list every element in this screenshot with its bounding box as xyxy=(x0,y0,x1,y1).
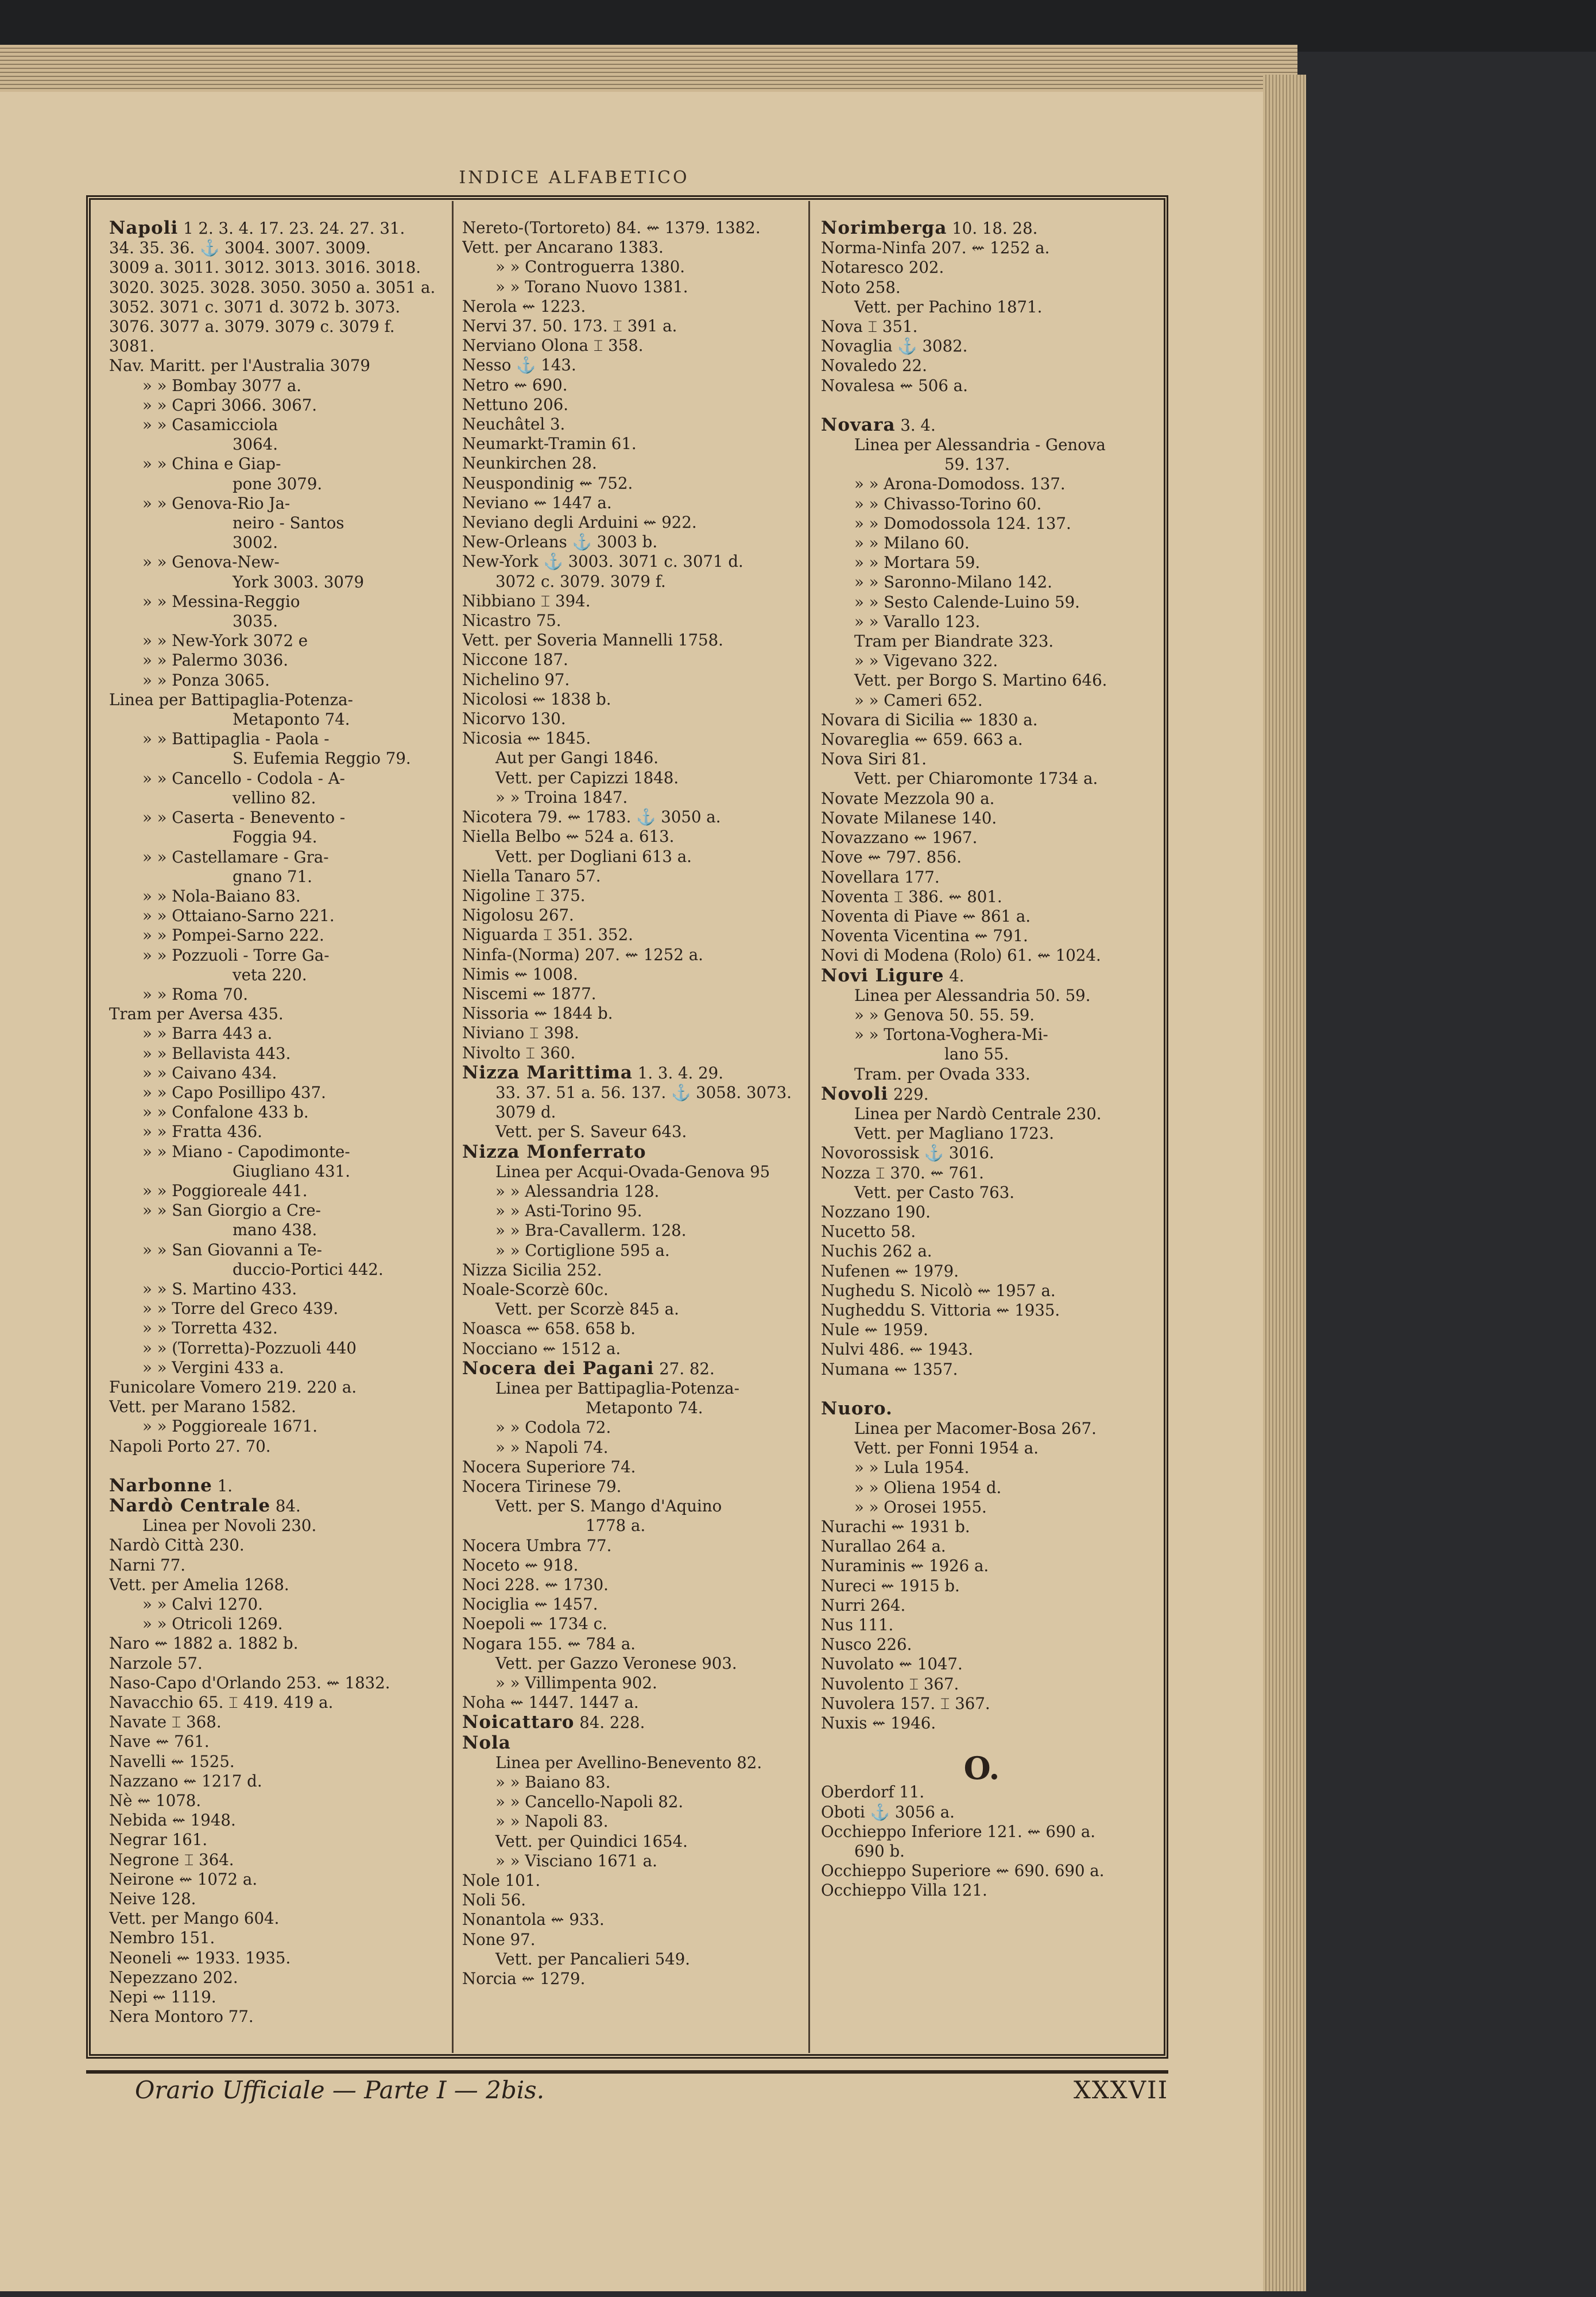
index-entry: Vett. per Pancalieri 549. xyxy=(495,1949,691,1969)
index-entry: Neuspondinig ⇜ 752. xyxy=(462,473,633,493)
index-entry: Neuchâtel 3. xyxy=(462,415,565,434)
index-entry: Naso-Capo d'Orlando 253. ⇜ 1832. xyxy=(109,1673,390,1692)
index-entry: Nulvi 486. ⇜ 1943. xyxy=(821,1340,974,1359)
entry-heading: Noicattaro xyxy=(462,1712,575,1733)
index-entry: Vett. per S. Saveur 643. xyxy=(495,1122,687,1142)
index-heading-entry xyxy=(821,218,1165,238)
section-letter: O. xyxy=(963,1750,1000,1787)
entry-heading: Novoli xyxy=(821,1083,889,1104)
index-entry: Niviano ⌶ 398. xyxy=(462,1023,579,1043)
entry-heading: Novara xyxy=(821,414,896,435)
index-entry: » » Ottaiano-Sarno 221. xyxy=(142,906,335,926)
index-heading-entry xyxy=(109,1496,454,1516)
index-entry: Neviano degli Arduini ⇜ 922. xyxy=(462,513,697,532)
entry-refs: 27. 82. xyxy=(659,1359,715,1378)
index-entry: Nardò Città 230. xyxy=(109,1536,245,1555)
index-heading-entry xyxy=(462,1063,807,1083)
index-entry: » » Poggioreale 441. xyxy=(142,1181,308,1200)
index-entry: Nicorvo 130. xyxy=(462,709,566,729)
index-entry: Niella Tanaro 57. xyxy=(462,866,601,885)
index-entry: Vett. per Gazzo Veronese 903. xyxy=(495,1653,737,1673)
index-entry: Novorossisk ⚓ 3016. xyxy=(821,1143,994,1163)
entry-heading: Nola xyxy=(462,1732,511,1753)
index-entry: Noli 56. xyxy=(462,1890,526,1910)
index-entry: Nule ⇜ 1959. xyxy=(821,1320,928,1340)
index-entry: Funicolare Vomero 219. 220 a. xyxy=(109,1377,357,1397)
page-right-edge xyxy=(1263,75,1306,2291)
index-entry: None 97. xyxy=(462,1929,536,1949)
index-entry: Vett. per Magliano 1723. xyxy=(854,1124,1055,1143)
index-entry: Nozzano 190. xyxy=(821,1202,931,1221)
index-entry: Narni 77. xyxy=(109,1555,186,1575)
index-entry: Navacchio 65. ⌶ 419. 419 a. xyxy=(109,1693,334,1712)
index-entry: Nicastro 75. xyxy=(462,611,561,631)
index-entry: » » S. Martino 433. xyxy=(142,1279,297,1298)
entry-refs: 229. xyxy=(893,1084,929,1104)
spacer xyxy=(109,1456,454,1476)
index-entry: Vett. per Fonni 1954 a. xyxy=(854,1438,1039,1458)
index-entry: Niscemi ⇜ 1877. xyxy=(462,984,596,1003)
index-heading-entry xyxy=(821,1084,1165,1104)
entry-heading: Nizza Monferrato xyxy=(462,1141,646,1162)
index-entry: » » Sesto Calende-Luino 59. xyxy=(854,592,1080,612)
index-heading-entry xyxy=(109,1476,454,1496)
index-entry: » » Otricoli 1269. xyxy=(142,1614,283,1634)
index-entry: Nuvolera 157. ⌶ 367. xyxy=(821,1693,990,1713)
index-heading-entry xyxy=(821,415,1165,435)
index-entry: » » Troina 1847. xyxy=(495,787,628,807)
index-entry: Vett. per Scorzè 845 a. xyxy=(495,1300,679,1319)
index-entry: 3072 c. 3079. 3079 f. xyxy=(495,571,666,591)
index-entry: Nurachi ⇜ 1931 b. xyxy=(821,1517,970,1536)
index-entry: veta 220. xyxy=(233,965,307,984)
index-entry: Foggia 94. xyxy=(233,827,317,847)
index-entry: » » Orosei 1955. xyxy=(854,1497,987,1517)
index-entry: » » Arona-Domodoss. 137. xyxy=(854,474,1066,494)
index-entry: Tram per Aversa 435. xyxy=(109,1004,284,1024)
index-entry: Nervi 37. 50. 173. ⌶ 391 a. xyxy=(462,316,677,336)
index-entry: Nizza Sicilia 252. xyxy=(462,1260,602,1279)
index-entry: Nughedu S. Nicolò ⇜ 1957 a. xyxy=(821,1281,1056,1300)
index-entry: Novate Milanese 140. xyxy=(821,808,997,827)
index-entry: » » Tortona-Voghera-Mi- xyxy=(854,1025,1048,1045)
index-entry: Nebida ⇜ 1948. xyxy=(109,1811,236,1830)
index-entry: Nigolosu 267. xyxy=(462,906,574,925)
index-entry: Nucetto 58. xyxy=(821,1222,916,1242)
index-entry: » » Cameri 652. xyxy=(854,690,983,710)
entry-heading: Nuoro. xyxy=(821,1398,893,1419)
index-entry: Linea per Battipaglia-Potenza- xyxy=(495,1378,739,1398)
entry-heading: Narbonne xyxy=(109,1475,212,1496)
index-entry: » » Bra-Cavallerm. 128. xyxy=(495,1221,687,1240)
index-entry: Nonantola ⇜ 933. xyxy=(462,1910,605,1929)
index-entry: Noasca ⇜ 658. 658 b. xyxy=(462,1319,636,1339)
index-entry: Vett. per Borgo S. Martino 646. xyxy=(854,671,1107,690)
index-entry: lano 55. xyxy=(944,1045,1009,1064)
index-entry: Numana ⇜ 1357. xyxy=(821,1359,958,1379)
index-entry: Vett. per Ancarano 1383. xyxy=(462,238,664,257)
index-entry: Nera Montoro 77. xyxy=(109,2007,254,2027)
index-entry: Noci 228. ⇜ 1730. xyxy=(462,1575,609,1595)
index-entry: » » Asti-Torino 95. xyxy=(495,1201,642,1221)
index-entry: Nigoline ⌶ 375. xyxy=(462,885,586,905)
index-entry: Neumarkt-Tramin 61. xyxy=(462,434,637,454)
index-entry: » » Saronno-Milano 142. xyxy=(854,573,1052,592)
index-entry: Nuxis ⇜ 1946. xyxy=(821,1714,936,1733)
index-entry: Metaponto 74. xyxy=(233,710,350,729)
index-entry: » » Caserta - Benevento - xyxy=(142,808,346,827)
index-entry: Navate ⌶ 368. xyxy=(109,1712,222,1732)
index-entry: Noto 258. xyxy=(821,277,901,297)
index-entry: » » Domodossola 124. 137. xyxy=(854,513,1071,533)
index-entry: Nocera Tirinese 79. xyxy=(462,1477,622,1496)
index-entry: Metaponto 74. xyxy=(586,1398,703,1418)
index-heading-entry xyxy=(821,966,1165,986)
index-entry: Noventa di Piave ⇜ 861 a. xyxy=(821,906,1031,926)
index-heading-entry xyxy=(462,1359,807,1379)
index-entry: Tram per Biandrate 323. xyxy=(854,632,1054,651)
index-entry: Novi di Modena (Rolo) 61. ⇜ 1024. xyxy=(821,946,1101,965)
index-entry: Nusco 226. xyxy=(821,1635,912,1654)
index-entry: Oberdorf 11. xyxy=(821,1782,925,1802)
index-entry: vellino 82. xyxy=(233,788,316,807)
index-entry: » » Palermo 3036. xyxy=(142,651,288,670)
index-entry: Nole 101. xyxy=(462,1871,541,1890)
index-entry: Nogara 155. ⇜ 784 a. xyxy=(462,1634,636,1653)
index-heading-entry xyxy=(462,1142,807,1162)
index-entry: Norcia ⇜ 1279. xyxy=(462,1969,586,1989)
index-entry: » » Controguerra 1380. xyxy=(495,257,685,277)
index-entry: » » Bellavista 443. xyxy=(142,1043,291,1063)
index-entry: » » Codola 72. xyxy=(495,1418,611,1437)
index-entry: » » Barra 443 a. xyxy=(142,1024,273,1043)
index-entry: » » Ponza 3065. xyxy=(142,670,270,690)
entry-heading: Nizza Marittima xyxy=(462,1062,633,1083)
index-entry: 3052. 3071 c. 3071 d. 3072 b. 3073. xyxy=(109,297,401,316)
index-entry: pone 3079. xyxy=(233,474,323,493)
index-entry: Nivolto ⌶ 360. xyxy=(462,1043,576,1062)
index-entry: Nè ⇜ 1078. xyxy=(109,1791,202,1811)
index-entry: » » Bombay 3077 a. xyxy=(142,376,302,395)
index-entry: » » Roma 70. xyxy=(142,984,248,1004)
index-entry: Vett. per Soveria Mannelli 1758. xyxy=(462,631,723,650)
index-entry: » » Vergini 433 a. xyxy=(142,1358,284,1377)
index-entry: Negrar 161. xyxy=(109,1830,208,1850)
index-entry: Nocera Umbra 77. xyxy=(462,1536,612,1555)
index-entry: » » Cancello-Napoli 82. xyxy=(495,1792,684,1812)
index-entry: Nuvolato ⇜ 1047. xyxy=(821,1654,963,1674)
index-entry: Noventa ⌶ 386. ⇜ 801. xyxy=(821,887,1002,906)
index-entry: Negrone ⌶ 364. xyxy=(109,1850,234,1869)
index-entry: Linea per Avellino-Benevento 82. xyxy=(495,1753,762,1772)
index-entry: Linea per Alessandria 50. 59. xyxy=(854,985,1091,1005)
index-entry: 3002. xyxy=(233,533,278,552)
index-entry: Nus 111. xyxy=(821,1615,894,1635)
index-entry: Nibbiano ⌶ 394. xyxy=(462,591,591,610)
index-entry: Nurri 264. xyxy=(821,1595,906,1615)
index-entry: » » Lula 1954. xyxy=(854,1458,970,1478)
spacer xyxy=(821,396,1165,415)
index-entry: 3079 d. xyxy=(495,1103,556,1122)
index-entry: Novara di Sicilia ⇜ 1830 a. xyxy=(821,710,1038,729)
index-entry: Nociglia ⇜ 1457. xyxy=(462,1595,598,1614)
index-entry: Nimis ⇜ 1008. xyxy=(462,964,578,984)
index-entry: Vett. per Casto 763. xyxy=(854,1182,1015,1202)
index-entry: mano 438. xyxy=(233,1220,317,1240)
index-entry: Neviano ⇜ 1447 a. xyxy=(462,493,612,512)
index-entry: Vett. per S. Mango d'Aquino xyxy=(495,1496,722,1516)
index-entry: Linea per Macomer-Bosa 267. xyxy=(854,1418,1097,1438)
index-entry: Nozza ⌶ 370. ⇜ 761. xyxy=(821,1163,984,1182)
index-entry: Occhieppo Superiore ⇜ 690. 690 a. xyxy=(821,1861,1105,1881)
index-entry: Nepi ⇜ 1119. xyxy=(109,1987,216,2007)
index-entry: Nocciano ⇜ 1512 a. xyxy=(462,1339,621,1358)
index-entry: » » Torano Nuovo 1381. xyxy=(495,277,688,296)
index-entry: Tram. per Ovada 333. xyxy=(854,1064,1031,1084)
index-entry: Navelli ⇜ 1525. xyxy=(109,1751,235,1771)
index-entry: Nembro 151. xyxy=(109,1928,215,1948)
index-entry: Novaledo 22. xyxy=(821,356,927,376)
index-entry: Linea per Nardò Centrale 230. xyxy=(854,1104,1102,1123)
index-entry: 59. 137. xyxy=(944,455,1010,474)
index-entry: Novazzano ⇜ 1967. xyxy=(821,828,978,848)
index-entry: Ninfa-(Norma) 207. ⇜ 1252 a. xyxy=(462,945,703,964)
entry-heading: Nardò Centrale xyxy=(109,1495,271,1516)
entry-refs: 1 2. 3. 4. 17. 23. 24. 27. 31. xyxy=(183,219,405,238)
index-entry: » » Oliena 1954 d. xyxy=(854,1478,1002,1497)
index-entry: Nova Siri 81. xyxy=(821,749,927,769)
index-entry: duccio-Portici 442. xyxy=(233,1259,383,1279)
index-entry: Occhieppo Inferiore 121. ⇜ 690 a. xyxy=(821,1822,1096,1841)
index-entry: New-Orleans ⚓ 3003 b. xyxy=(462,532,658,552)
index-entry: » » Castellamare - Gra- xyxy=(142,847,329,867)
index-entry: Nerola ⇜ 1223. xyxy=(462,296,586,316)
footer-rule xyxy=(86,2070,1168,2074)
index-entry: » » Nola-Baiano 83. xyxy=(142,886,301,906)
index-entry: Nepezzano 202. xyxy=(109,1967,238,1987)
index-entry: 3064. xyxy=(233,435,278,454)
index-entry: Nissoria ⇜ 1844 b. xyxy=(462,1004,613,1023)
index-entry: 1778 a. xyxy=(586,1516,646,1536)
index-entry: Nurallao 264 a. xyxy=(821,1537,946,1556)
footer-publication: Orario Ufficiale — Parte I — 2bis. xyxy=(135,2076,545,2104)
index-entry: Narzole 57. xyxy=(109,1653,203,1673)
index-entry: » » Genova 50. 55. 59. xyxy=(854,1005,1035,1024)
index-entry: 3009 a. 3011. 3012. 3013. 3016. 3018. xyxy=(109,258,421,277)
index-entry: » » Baiano 83. xyxy=(495,1773,611,1792)
index-entry: Neirone ⇜ 1072 a. xyxy=(109,1869,258,1889)
index-entry: Oboti ⚓ 3056 a. xyxy=(821,1802,955,1822)
index-entry: Linea per Acqui-Ovada-Genova 95 xyxy=(495,1162,770,1181)
index-heading-entry xyxy=(109,218,454,238)
index-entry: » » Mortara 59. xyxy=(854,553,981,573)
index-entry: Nuraminis ⇜ 1926 a. xyxy=(821,1556,989,1576)
index-entry: Vett. per Marano 1582. xyxy=(109,1397,296,1417)
index-entry: 3020. 3025. 3028. 3050. 3050 a. 3051 a. xyxy=(109,277,436,297)
index-entry: Nuvolento ⌶ 367. xyxy=(821,1674,959,1693)
index-entry: Vett. per Mango 604. xyxy=(109,1909,280,1928)
index-entry: Niguarda ⌶ 351. 352. xyxy=(462,925,633,945)
index-entry: » » Casamicciola xyxy=(142,415,278,435)
index-entry: Noepoli ⇜ 1734 c. xyxy=(462,1614,607,1634)
index-entry: New-York ⚓ 3003. 3071 c. 3071 d. xyxy=(462,552,743,571)
index-entry: neiro - Santos xyxy=(233,513,344,533)
index-entry: Linea per Battipaglia-Potenza- xyxy=(109,690,353,709)
index-entry: » » (Torretta)-Pozzuoli 440 xyxy=(142,1338,357,1358)
index-entry: Novellara 177. xyxy=(821,867,940,887)
entry-refs: 1. xyxy=(217,1476,233,1495)
index-entry: Nettuno 206. xyxy=(462,395,569,414)
index-entry: Nufenen ⇜ 1979. xyxy=(821,1261,959,1281)
index-entry: 3076. 3077 a. 3079. 3079 c. 3079 f. xyxy=(109,317,395,337)
index-entry: » » Poggioreale 1671. xyxy=(142,1417,318,1436)
index-entry: » » Calvi 1270. xyxy=(142,1595,263,1614)
entry-refs: 4. xyxy=(949,966,964,985)
index-entry: Nocera Superiore 74. xyxy=(462,1457,636,1476)
index-entry: Nove ⇜ 797. 856. xyxy=(821,848,962,867)
index-entry: » » Genova-New- xyxy=(142,552,280,572)
index-heading-entry xyxy=(821,1399,1165,1419)
index-entry: Linea per Alessandria - Genova xyxy=(854,435,1106,455)
background xyxy=(0,0,1596,52)
index-entry: Vett. per Dogliani 613 a. xyxy=(495,846,692,866)
index-entry: » » Pozzuoli - Torre Ga- xyxy=(142,945,330,965)
index-entry: 34. 35. 36. ⚓ 3004. 3007. 3009. xyxy=(109,238,371,258)
index-entry: » » Torretta 432. xyxy=(142,1318,278,1338)
index-entry: Vett. per Pachino 1871. xyxy=(854,297,1043,316)
index-column-1 xyxy=(109,218,454,2047)
index-entry: » » Cortiglione 595 a. xyxy=(495,1240,670,1260)
index-entry: Nichelino 97. xyxy=(462,670,570,689)
index-entry: » » Napoli 74. xyxy=(495,1437,609,1457)
index-entry: Aut per Gangi 1846. xyxy=(495,748,659,768)
index-entry: » » Caivano 434. xyxy=(142,1063,277,1082)
index-entry: Nazzano ⇜ 1217 d. xyxy=(109,1771,262,1791)
index-entry: Vett. per Capizzi 1848. xyxy=(495,768,679,787)
index-entry: Linea per Novoli 230. xyxy=(142,1516,317,1536)
index-heading-entry xyxy=(462,1733,807,1753)
index-entry: Neunkirchen 28. xyxy=(462,454,597,473)
index-entry: Novaglia ⚓ 3082. xyxy=(821,337,968,356)
index-entry: » » Villimpenta 902. xyxy=(495,1673,657,1693)
index-entry: » » Chivasso-Torino 60. xyxy=(854,494,1042,513)
index-entry: » » San Giovanni a Te- xyxy=(142,1240,323,1259)
index-entry: Vett. per Chiaromonte 1734 a. xyxy=(854,769,1098,788)
index-entry: Norma-Ninfa 207. ⇜ 1252 a. xyxy=(821,238,1050,258)
index-entry: Napoli Porto 27. 70. xyxy=(109,1436,271,1456)
index-entry: » » New-York 3072 e xyxy=(142,631,308,651)
index-entry: » » Capo Posillipo 437. xyxy=(142,1082,326,1102)
index-column-2 xyxy=(462,218,807,2047)
index-entry: Occhieppo Villa 121. xyxy=(821,1881,987,1900)
index-entry: S. Eufemia Reggio 79. xyxy=(233,749,411,768)
index-entry: Nicotera 79. ⇜ 1783. ⚓ 3050 a. xyxy=(462,807,721,827)
index-entry: » » Vigevano 322. xyxy=(854,651,998,671)
index-entry: Nesso ⚓ 143. xyxy=(462,355,576,375)
index-entry: 690 b. xyxy=(854,1842,905,1861)
column-separator xyxy=(808,201,810,2053)
index-entry: Nova ⌶ 351. xyxy=(821,317,918,337)
index-entry: York 3003. 3079 xyxy=(233,572,365,591)
index-entry: Naro ⇜ 1882 a. 1882 b. xyxy=(109,1634,299,1653)
entry-refs: 1. 3. 4. 29. xyxy=(637,1063,723,1082)
index-entry: » » Messina-Reggio xyxy=(142,591,300,611)
index-entry: Nureci ⇜ 1915 b. xyxy=(821,1576,960,1595)
spacer xyxy=(821,1379,1165,1399)
index-entry: Netro ⇜ 690. xyxy=(462,375,568,395)
index-entry: » » Genova-Rio Ja- xyxy=(142,493,290,513)
entry-heading: Novi Ligure xyxy=(821,965,944,986)
index-entry: Niccone 187. xyxy=(462,650,568,670)
index-entry: » » Miano - Capodimonte- xyxy=(142,1142,350,1161)
index-entry: » » Visciano 1671 a. xyxy=(495,1851,657,1870)
index-entry: 3081. xyxy=(109,337,154,356)
entry-refs: 10. 18. 28. xyxy=(952,219,1038,238)
entry-heading: Nocera dei Pagani xyxy=(462,1358,654,1379)
entry-refs: 3. 4. xyxy=(900,415,936,435)
entry-refs: 84. xyxy=(275,1496,301,1515)
index-entry: Neive 128. xyxy=(109,1889,196,1909)
index-entry: Nereto-(Tortoreto) 84. ⇜ 1379. 1382. xyxy=(462,218,761,237)
entry-heading: Norimberga xyxy=(821,218,947,238)
index-entry: Noventa Vicentina ⇜ 791. xyxy=(821,926,1028,946)
index-entry: » » Fratta 436. xyxy=(142,1122,262,1142)
index-entry: » » Torre del Greco 439. xyxy=(142,1299,339,1318)
index-entry: Novalesa ⇜ 506 a. xyxy=(821,376,968,395)
index-entry: Nuchis 262 a. xyxy=(821,1242,932,1261)
index-entry: Giugliano 431. xyxy=(233,1161,350,1181)
index-entry: Noale-Scorzè 60c. xyxy=(462,1279,609,1299)
index-entry: Novate Mezzola 90 a. xyxy=(821,788,995,808)
index-entry: Notaresco 202. xyxy=(821,258,944,277)
index-entry: Niella Belbo ⇜ 524 a. 613. xyxy=(462,827,675,846)
index-entry: Nerviano Olona ⌶ 358. xyxy=(462,336,644,355)
index-entry: » » Milano 60. xyxy=(854,533,970,553)
page-header-title: INDICE ALFABETICO xyxy=(459,168,689,188)
index-heading-entry xyxy=(462,1712,807,1733)
index-entry: » » Battipaglia - Paola - xyxy=(142,729,330,749)
index-entry: Nugheddu S. Vittoria ⇜ 1935. xyxy=(821,1300,1060,1320)
index-entry: Nicolosi ⇜ 1838 b. xyxy=(462,689,611,709)
index-entry: » » Capri 3066. 3067. xyxy=(142,395,317,415)
index-entry: Noceto ⇜ 918. xyxy=(462,1555,579,1575)
index-entry: » » Confalone 433 b. xyxy=(142,1103,309,1122)
index-entry: Nave ⇜ 761. xyxy=(109,1732,210,1751)
index-entry: Nav. Maritt. per l'Australia 3079 xyxy=(109,356,370,376)
index-entry: gnano 71. xyxy=(233,867,312,886)
index-entry: Nicosia ⇜ 1845. xyxy=(462,729,591,748)
entry-refs: 84. 228. xyxy=(579,1713,645,1733)
index-entry: 33. 37. 51 a. 56. 137. ⚓ 3058. 3073. xyxy=(495,1082,792,1102)
index-entry: Novareglia ⇜ 659. 663 a. xyxy=(821,730,1023,749)
index-entry: Vett. per Quindici 1654. xyxy=(495,1831,688,1851)
index-entry: » » Cancello - Codola - A- xyxy=(142,768,345,788)
index-entry: Noha ⇜ 1447. 1447 a. xyxy=(462,1693,639,1712)
index-entry: » » Napoli 83. xyxy=(495,1812,609,1831)
page-number: XXXVII xyxy=(1074,2076,1169,2104)
index-entry: » » San Giorgio a Cre- xyxy=(142,1201,321,1220)
index-entry: » » Alessandria 128. xyxy=(495,1181,660,1201)
index-entry: 3035. xyxy=(233,612,278,631)
index-column-3 xyxy=(821,218,1165,2047)
index-entry: Neoneli ⇜ 1933. 1935. xyxy=(109,1948,291,1967)
index-entry: » » Pompei-Sarno 222. xyxy=(142,926,324,945)
index-entry: » » China e Giap- xyxy=(142,454,281,474)
entry-heading: Napoli xyxy=(109,218,179,238)
index-entry: » » Varallo 123. xyxy=(854,612,981,631)
index-entry: Vett. per Amelia 1268. xyxy=(109,1575,289,1594)
